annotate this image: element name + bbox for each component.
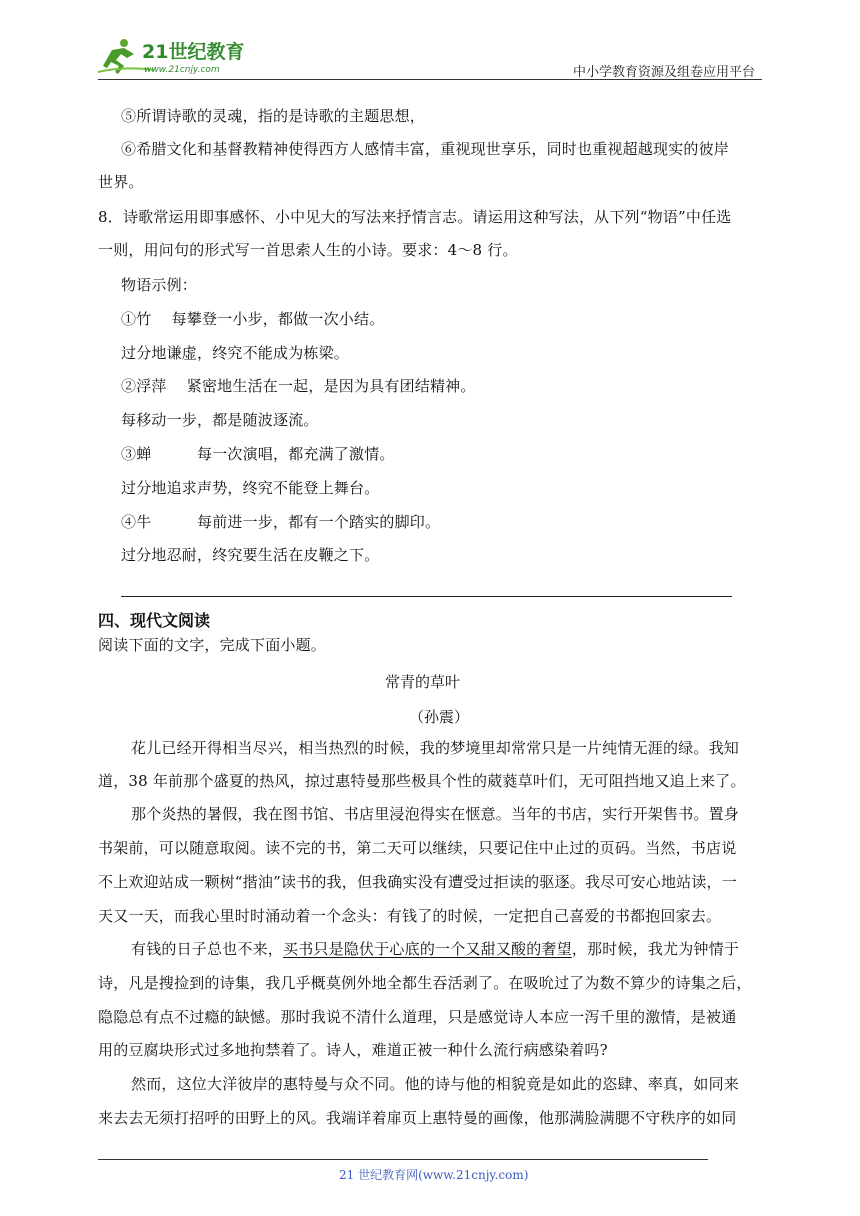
paragraph-1-line-1: 花儿已经开得相当尽兴，相当热烈的时候，我的梦境里却常常只是一片纯情无涯的绿。我知 <box>131 739 740 757</box>
paragraph-3-line-2: 诗，凡是搜捡到的诗集，我几乎概莫例外地全都生吞活剥了。在吸吮过了为数不算少的诗集之后， <box>98 974 752 992</box>
paragraph-3-line-3: 隐隐总有点不过瘾的缺憾。那时我说不清什么道理，只是感觉诗人本应一泻千里的激情，是被通 <box>98 1008 737 1026</box>
paragraph-3-line-4: 用的豆腐块形式过多地拘禁着了。诗人，难道正被一种什么流行病感染着吗? <box>98 1041 608 1059</box>
example-1: ①竹 每攀登一小步，都做一次小结。 <box>121 310 385 328</box>
logo-url: www.21cnjy.com <box>144 65 220 75</box>
example-2-cont: 每移动一步，都是随波逐流。 <box>121 411 319 429</box>
paragraph-2-line-4: 天又一天，而我心里时时涌动着一个念头：有钱了的时候，一定把自己喜爱的书都抱回家去。 <box>98 907 722 925</box>
reading-instruction: 阅读下面的文字，完成下面小题。 <box>98 636 327 654</box>
logo-text: 21世纪教育 <box>142 41 245 63</box>
paragraph-4-line-1: 然而，这位大洋彼岸的惠特曼与众不同。他的诗与他的相貌竟是如此的恣肆、率真，如同来 <box>131 1075 740 1093</box>
example-4-cont: 过分地忍耐，终究要生活在皮鞭之下。 <box>121 546 380 564</box>
article-title: 常青的草叶 <box>385 673 461 691</box>
option-6-cont: 世界。 <box>98 173 144 191</box>
footer-text: 21 世纪教育网(www.21cnjy.com) <box>339 1168 529 1182</box>
paragraph-4-line-2: 来去去无须打招呼的田野上的风。我端详着扉页上惠特曼的画像，他那满脸满腮不守秩序的如同 <box>98 1109 737 1127</box>
section-heading: 四、现代文阅读 <box>98 611 211 630</box>
header-divider <box>98 79 762 80</box>
example-3: ③蝉 每一次演唱，都充满了激情。 <box>121 445 395 463</box>
footer-divider <box>98 1159 708 1160</box>
article-author: （孙震） <box>409 708 470 726</box>
example-heading: 物语示例： <box>121 276 198 294</box>
example-4: ④牛 每前进一步，都有一个踏实的脚印。 <box>121 513 441 531</box>
paragraph-2-line-1: 那个炎热的暑假，我在图书馆、书店里浸泡得实在惬意。当年的书店，实行开架售书。置身 <box>131 805 740 823</box>
platform-name: 中小学教育资源及组卷应用平台 <box>573 65 756 80</box>
option-5: ⑤所谓诗歌的灵魂，指的是诗歌的主题思想， <box>121 107 426 125</box>
option-6: ⑥希腊文化和基督教精神使得西方人感情丰富，重视现世享乐，同时也重视超越现实的彼岸 <box>121 140 730 158</box>
paragraph-2-line-3: 不上欢迎站成一颗树“揩油”读书的我，但我确实没有遭受过拒读的驱逐。我尽可安心地站读，一 <box>98 873 737 891</box>
example-2: ②浮萍 紧密地生活在一起，是因为具有团结精神。 <box>121 377 476 395</box>
paragraph-3-lead: 有钱的日子总也不来， <box>131 940 284 958</box>
answer-line <box>121 596 732 597</box>
underlined-sentence: 买书只是隐伏于心底的一个又甜又酸的奢望 <box>283 940 572 958</box>
question-8: 8．诗歌常运用即事感怀、小中见大的写法来抒情言志。请运用这种写法，从下列“物语”中任选 <box>98 208 732 226</box>
paragraph-3-tail: ，那时候，我尤为钟情于 <box>571 940 740 958</box>
paragraph-3-line-1 <box>131 940 739 958</box>
paragraph-1-line-2: 道，38 年前那个盛夏的热风，掠过惠特曼那些极具个性的葳蕤草叶们，无可阻挡地又追上来了。 <box>98 772 746 790</box>
paragraph-2-line-2: 书架前，可以随意取阅。读不完的书，第二天可以继续，只要记住中止过的页码。当然，书店说 <box>98 839 737 857</box>
example-1-cont: 过分地谦虚，终究不能成为栋梁。 <box>121 344 350 362</box>
example-3-cont: 过分地追求声势，终究不能登上舞台。 <box>121 479 380 497</box>
site-logo <box>94 36 264 78</box>
question-8-cont: 一则，用问句的形式写一首思索人生的小诗。要求：4～8 行。 <box>98 241 518 259</box>
